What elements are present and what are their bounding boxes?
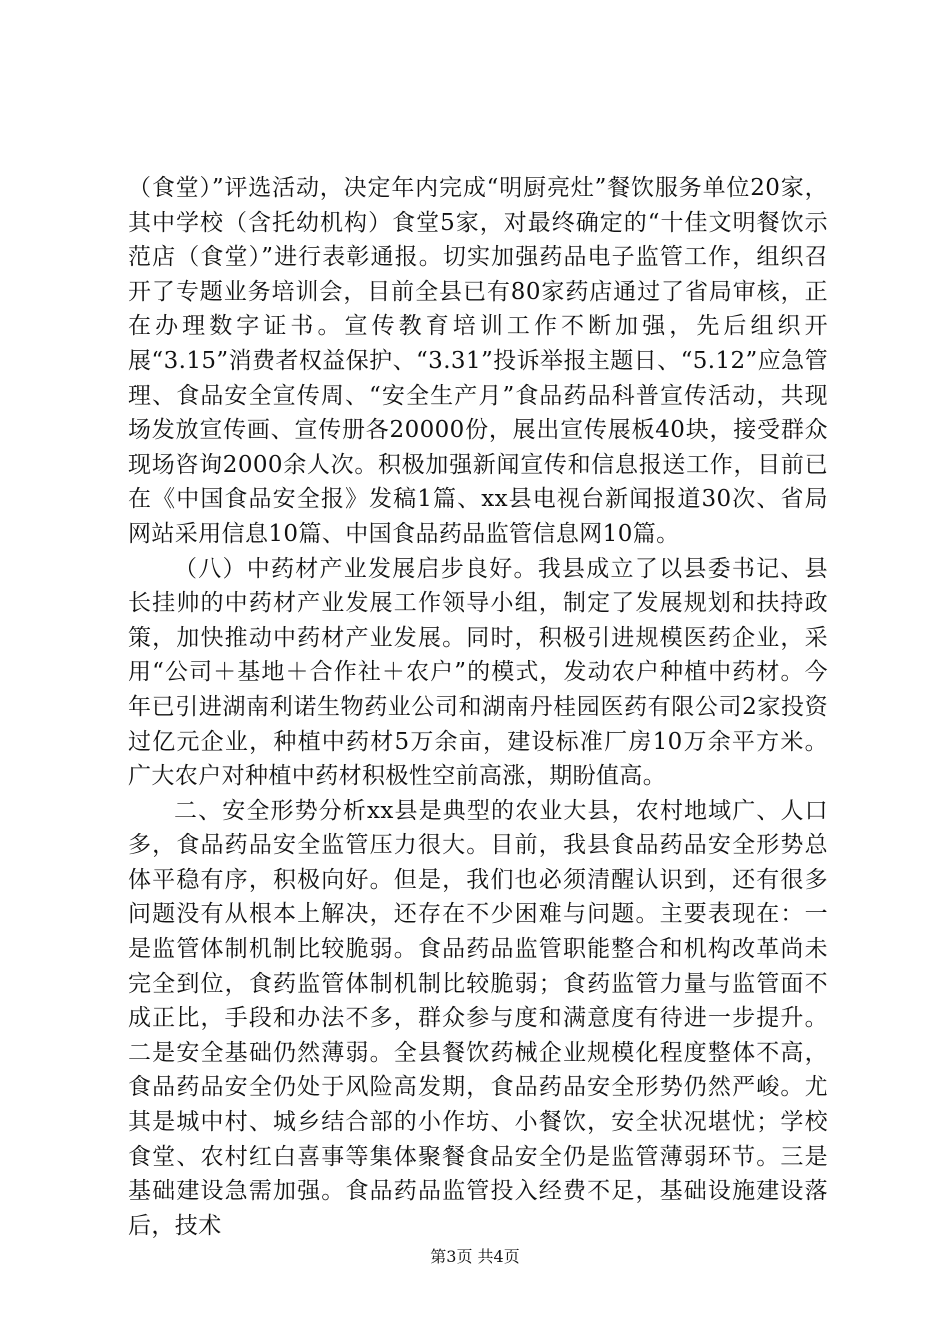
paragraph-herbal-medicine-industry: （八）中药材产业发展启步良好。我县成立了以县委书记、县长挂帅的中药材产业发展工作领导小组，制定了发展规划和扶持政策，加快推动中药材产业发展。同时，积极引进规模医药企业，采用“公司＋基地＋合作社＋农户”的模式，发动农户种植中药材。今年已引进湖南利诺生物药业公司和湖南丹桂园医药有限公司2家投资过亿元企业，种植中药材5万余亩，建设标准厂房10万余平方米。广大农户对种植中药材积极性空前高涨，期盼值高。 [128,555,828,790]
document-body [128,171,828,1243]
paragraph-canteen-evaluation: （食堂）”评选活动，决定年内完成“明厨亮灶”餐饮服务单位20家，其中学校（含托幼机构）食堂5家，对最终确定的“十佳文明餐饮示范店（食堂）”进行表彰通报。切实加强药品电子监管工作，组织召开了专题业务培训会，目前全县已有80家药店通过了省局审核，正在办理数字证书。宣传教育培训工作不断加强，先后组织开展“3.15”消费者权益保护、“3.31”投诉举报主题日、“5.12”应急管理、食品安全宣传周、“安全生产月”食品药品科普宣传活动，共现场发放宣传画、宣传册各20000份，展出宣传展板40块，接受群众现场咨询2000余人次。积极加强新闻宣传和信息报送工作，目前已在《中国食品安全报》发稿1篇、xx县电视台新闻报道30次、省局网站采用信息10篇、中国食品药品监管信息网10篇。 [128,175,828,547]
paragraph-safety-situation-analysis: 二、安全形势分析xx县是典型的农业大县，农村地域广、人口多，食品药品安全监管压力很大。目前，我县食品药品安全形势总体平稳有序，积极向好。但是，我们也必须清醒认识到，还有很多问题没有从根本上解决，还存在不少困难与问题。主要表现在：一是监管体制机制比较脆弱。食品药品监管职能整合和机构改革尚未完全到位，食药监管体制机制比较脆弱；食药监管力量与监管面不成正比，手段和办法不多，群众参与度和满意度有待进一步提升。二是安全基础仍然薄弱。全县餐饮药械企业规模化程度整体不高，食品药品安全仍处于风险高发期，食品药品安全形势仍然严峻。尤其是城中村、城乡结合部的小作坊、小餐饮，安全状况堪忧；学校食堂、农村红白喜事等集体聚餐食品安全仍是监管薄弱环节。三是基础建设急需加强。食品药品监管投入经费不足，基础设施建设落后，技术 [128,797,828,1239]
page-number-footer: 第3页 共4页 [430,1247,520,1266]
